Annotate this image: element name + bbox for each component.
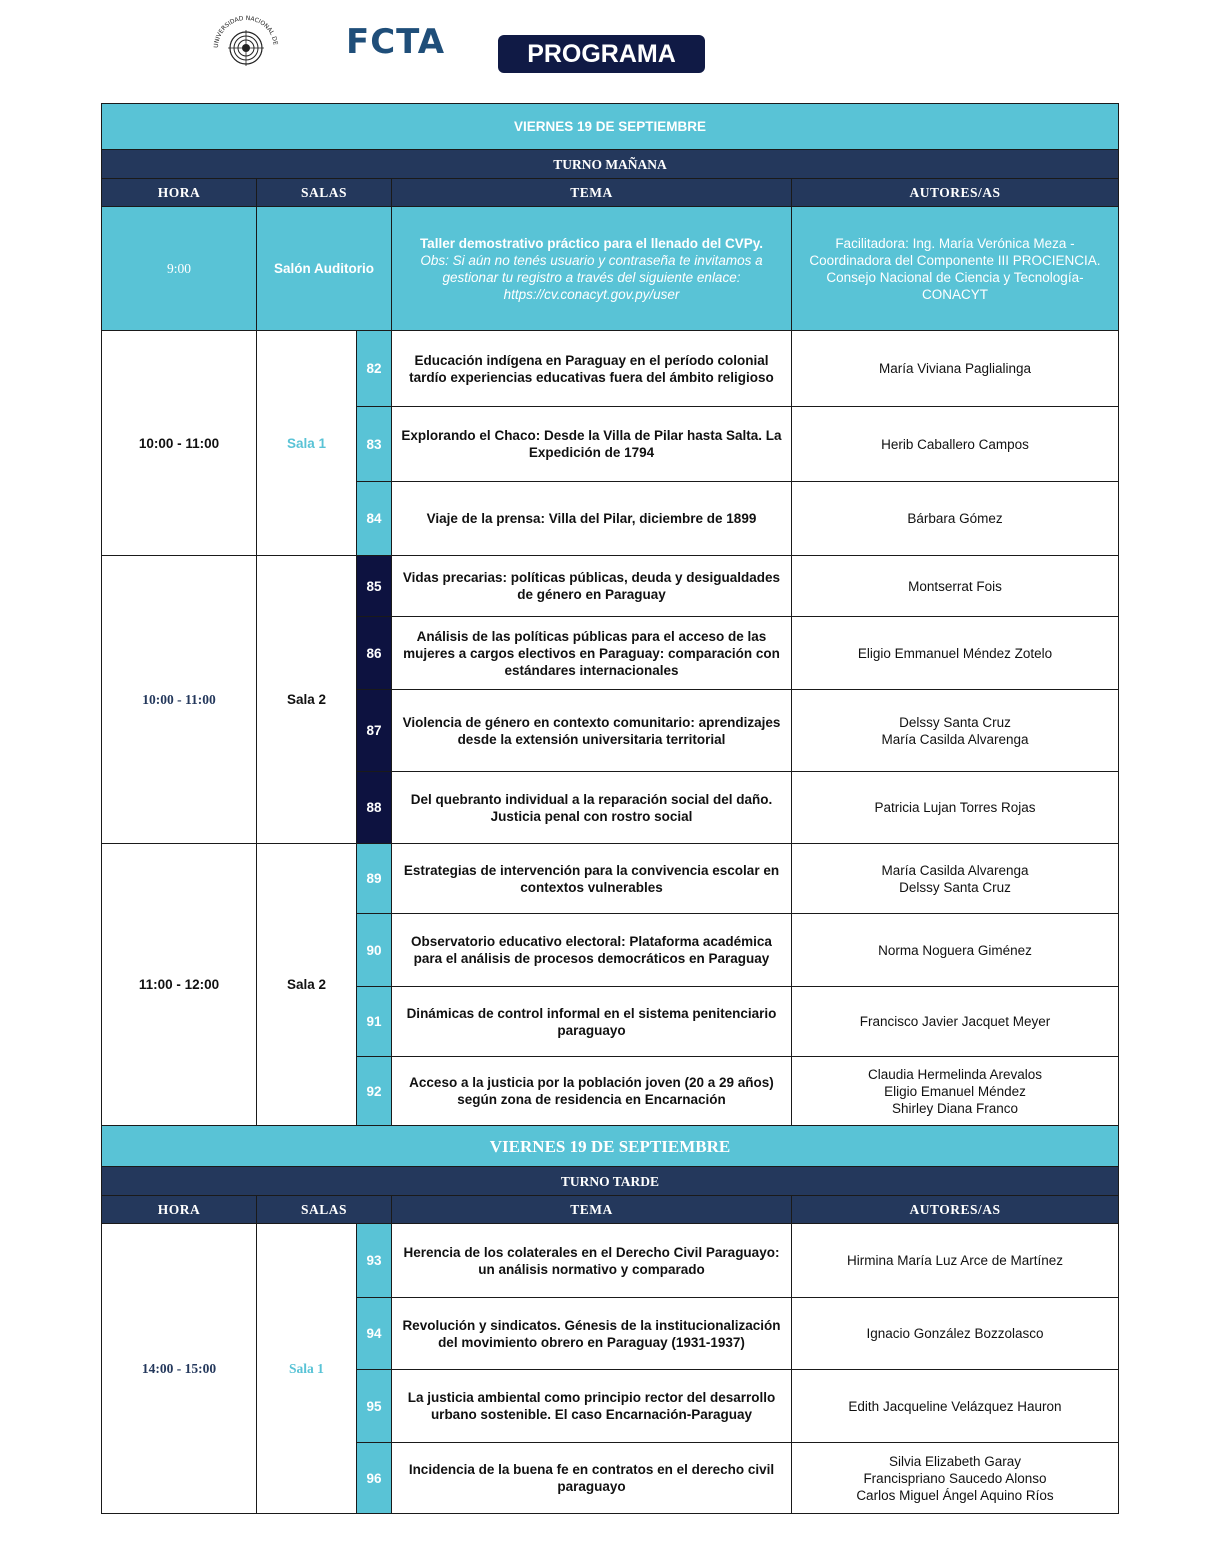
- col-hora: HORA: [102, 179, 257, 207]
- col-autores: AUTORES/AS: [792, 1196, 1119, 1224]
- afternoon-day-title: VIERNES 19 DE SEPTIEMBRE: [102, 1126, 1119, 1167]
- col-tema: TEMA: [392, 179, 792, 207]
- paper-tema: Dinámicas de control informal en el sistema penitenciario paraguayo: [392, 987, 792, 1057]
- paper-tema: Violencia de género en contexto comunitario: aprendizajes desde la extensión universitaria territorial: [392, 690, 792, 772]
- paper-number: 89: [357, 844, 392, 914]
- author-line: María Casilda Alvarenga: [881, 731, 1029, 747]
- afternoon-day-band: [102, 1126, 1119, 1167]
- paper-autores: [792, 1443, 1119, 1514]
- block3-sala: Sala 2: [257, 844, 357, 1126]
- program-table: [101, 103, 1119, 1514]
- fcta-logo: FCTA: [346, 22, 446, 62]
- paper-number: 96: [357, 1443, 392, 1514]
- paper-autores: [792, 1057, 1119, 1126]
- paper-number: 93: [357, 1224, 392, 1298]
- paper-number: 94: [357, 1298, 392, 1370]
- workshop-obs: Obs: Si aún no tenés usuario y contraseña te invitamos a gestionar tu registro a través del siguiente enlace: https://cv.conacyt.gov.py/user: [420, 252, 763, 302]
- paper-tema: Explorando el Chaco: Desde la Villa de Pilar hasta Salta. La Expedición de 1794: [392, 407, 792, 482]
- paper-number: 83: [357, 407, 392, 482]
- afternoon-turno-title: TURNO TARDE: [102, 1167, 1119, 1196]
- paper-tema: La justicia ambiental como principio rector del desarrollo urbano sostenible. El caso Encarnación-Paraguay: [392, 1370, 792, 1443]
- university-logo-text: UNIVERSIDAD NACIONAL DE: [212, 14, 279, 49]
- paper-number: 90: [357, 914, 392, 987]
- paper-tema: Incidencia de la buena fe en contratos en el derecho civil paraguayo: [392, 1443, 792, 1514]
- paper-autores: Montserrat Fois: [792, 556, 1119, 617]
- block2-sala: Sala 2: [257, 556, 357, 844]
- paper-autores: Bárbara Gómez: [792, 482, 1119, 556]
- page-header: [0, 0, 1220, 100]
- paper-tema: Acceso a la justicia por la población joven (20 a 29 años) según zona de residencia en Encarnación: [392, 1057, 792, 1126]
- col-autores: AUTORES/AS: [792, 179, 1119, 207]
- workshop-row: [102, 207, 1119, 331]
- table-row: [102, 331, 1119, 407]
- afternoon-column-headers: [102, 1196, 1119, 1224]
- paper-autores: [792, 690, 1119, 772]
- paper-number: 84: [357, 482, 392, 556]
- morning-day-band: [102, 104, 1119, 150]
- author-line: Carlos Miguel Ángel Aquino Ríos: [856, 1487, 1054, 1503]
- paper-tema: Revolución y sindicatos. Génesis de la institucionalización del movimiento obrero en Paraguay (1931-1937): [392, 1298, 792, 1370]
- paper-number: 86: [357, 617, 392, 690]
- morning-turno-title: TURNO MAÑANA: [102, 150, 1119, 179]
- paper-autores: María Viviana Paglialinga: [792, 331, 1119, 407]
- block1-hora: 10:00 - 11:00: [102, 331, 257, 556]
- workshop-hora: 9:00: [102, 207, 257, 331]
- paper-tema: Viaje de la prensa: Villa del Pilar, diciembre de 1899: [392, 482, 792, 556]
- table-row: [102, 844, 1119, 914]
- block1-sala: Sala 1: [257, 331, 357, 556]
- author-line: Eligio Emanuel Méndez: [884, 1083, 1026, 1099]
- table-row: [102, 556, 1119, 617]
- paper-tema: Del quebranto individual a la reparación social del daño. Justicia penal con rostro social: [392, 772, 792, 844]
- author-line: Delssy Santa Cruz: [899, 879, 1011, 895]
- author-line: Silvia Elizabeth Garay: [888, 1453, 1022, 1469]
- paper-autores: Patricia Lujan Torres Rojas: [792, 772, 1119, 844]
- author-line: Claudia Hermelinda Arevalos: [867, 1066, 1043, 1082]
- afternoon-block1-sala: Sala 1: [257, 1224, 357, 1514]
- afternoon-block1-hora: 14:00 - 15:00: [102, 1224, 257, 1514]
- col-tema: TEMA: [392, 1196, 792, 1224]
- workshop-tema-title: Taller demostrativo práctico para el llenado del CVPy.: [419, 235, 764, 251]
- paper-tema: Educación indígena en Paraguay en el período colonial tardío experiencias educativas fuera del ámbito religioso: [392, 331, 792, 407]
- paper-tema: Análisis de las políticas públicas para el acceso de las mujeres a cargos electivos en Paraguay: comparación con estándares internacionales: [392, 617, 792, 690]
- paper-number: 88: [357, 772, 392, 844]
- author-line: Delssy Santa Cruz: [899, 714, 1011, 730]
- paper-autores: Francisco Javier Jacquet Meyer: [792, 987, 1119, 1057]
- university-logo: [210, 14, 282, 80]
- paper-number: 91: [357, 987, 392, 1057]
- workshop-tema: [392, 207, 792, 331]
- morning-day-title: VIERNES 19 DE SEPTIEMBRE: [102, 104, 1119, 150]
- programa-badge: PROGRAMA: [498, 35, 705, 73]
- paper-autores: [792, 844, 1119, 914]
- workshop-sala: Salón Auditorio: [257, 207, 392, 331]
- paper-number: 87: [357, 690, 392, 772]
- paper-number: 92: [357, 1057, 392, 1126]
- author-line: Shirley Diana Franco: [891, 1100, 1019, 1116]
- workshop-autores: Facilitadora: Ing. María Verónica Meza - Coordinadora del Componente III PROCIENCIA. Consejo Nacional de Ciencia y Tecnología-CONACYT: [792, 207, 1119, 331]
- afternoon-turno-band: [102, 1167, 1119, 1196]
- col-salas: SALAS: [257, 1196, 392, 1224]
- paper-tema: Estrategias de intervención para la convivencia escolar en contextos vulnerables: [392, 844, 792, 914]
- svg-text:UNIVERSIDAD NACIONAL DE PILAR: [210, 14, 279, 48]
- paper-autores: Hirmina María Luz Arce de Martínez: [792, 1224, 1119, 1298]
- col-salas: SALAS: [257, 179, 392, 207]
- morning-column-headers: [102, 179, 1119, 207]
- paper-autores: Edith Jacqueline Velázquez Hauron: [792, 1370, 1119, 1443]
- paper-autores: Herib Caballero Campos: [792, 407, 1119, 482]
- block2-hora: 10:00 - 11:00: [102, 556, 257, 844]
- block3-hora: 11:00 - 12:00: [102, 844, 257, 1126]
- paper-tema: Vidas precarias: políticas públicas, deuda y desigualdades de género en Paraguay: [392, 556, 792, 617]
- paper-number: 85: [357, 556, 392, 617]
- paper-autores: Norma Noguera Giménez: [792, 914, 1119, 987]
- paper-autores: Eligio Emmanuel Méndez Zotelo: [792, 617, 1119, 690]
- author-line: María Casilda Alvarenga: [881, 862, 1029, 878]
- author-line: Francispriano Saucedo Alonso: [863, 1470, 1047, 1486]
- table-row: [102, 1224, 1119, 1298]
- paper-tema: Observatorio educativo electoral: Plataforma académica para el análisis de procesos democráticos en Paraguay: [392, 914, 792, 987]
- paper-number: 82: [357, 331, 392, 407]
- paper-autores: Ignacio González Bozzolasco: [792, 1298, 1119, 1370]
- morning-turno-band: [102, 150, 1119, 179]
- col-hora: HORA: [102, 1196, 257, 1224]
- paper-number: 95: [357, 1370, 392, 1443]
- paper-tema: Herencia de los colaterales en el Derecho Civil Paraguayo: un análisis normativo y comparado: [392, 1224, 792, 1298]
